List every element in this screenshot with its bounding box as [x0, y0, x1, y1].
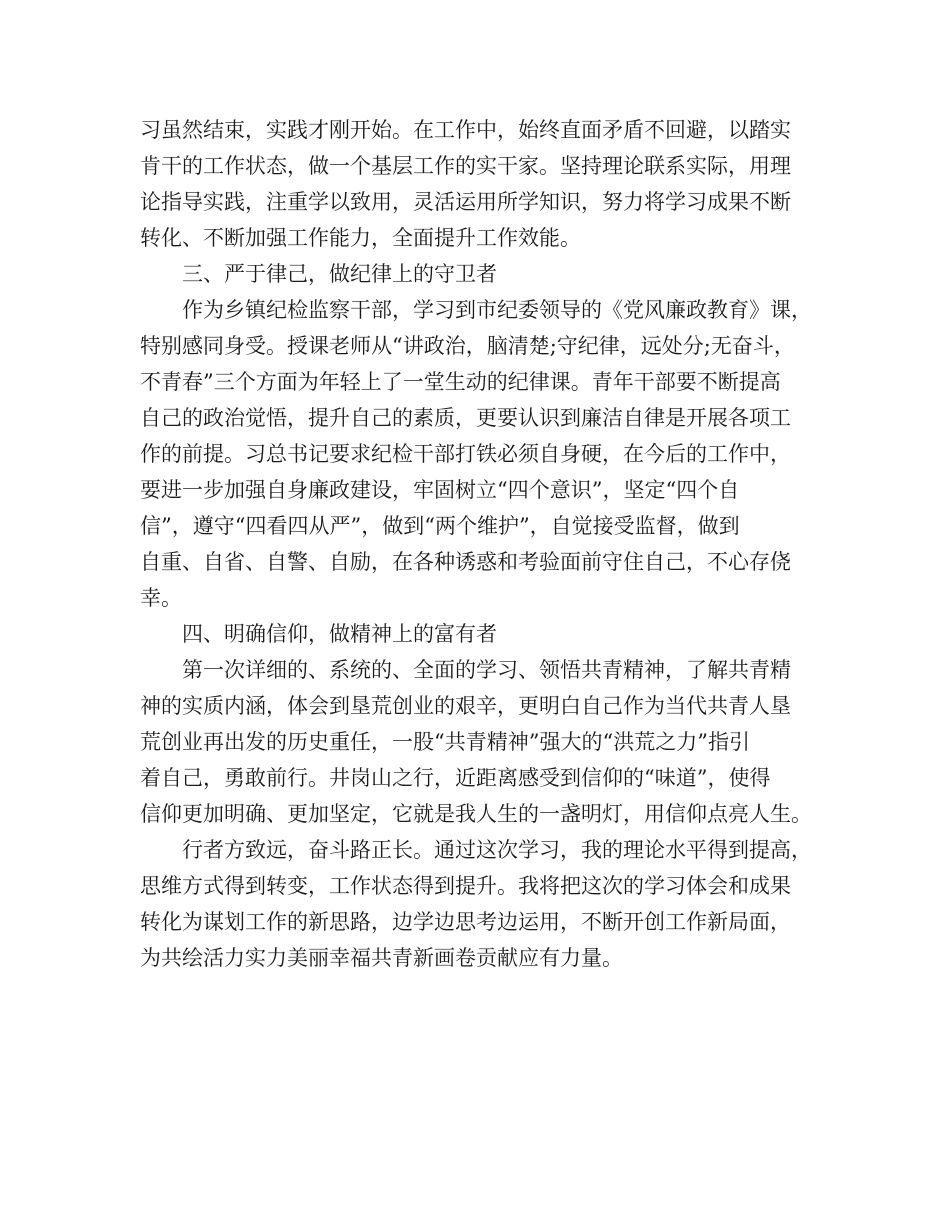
section-heading-discipline — [140, 256, 830, 292]
text-line: 转化为谋划工作的新思路，边学边思考边运用，不断开创工作新局面， — [140, 910, 791, 934]
paragraph-faith — [140, 652, 830, 832]
text-line: 特别感同身受。授课老师从“讲政治，脑清楚;守纪律，远处分;无奋斗， — [140, 334, 795, 358]
paragraph-discipline — [140, 292, 830, 616]
paragraph-practice-continuation — [140, 112, 830, 256]
text-line: 自己的政治觉悟，提升自己的素质，更要认识到廉洁自律是开展各项工 — [140, 406, 791, 430]
text-line: 论指导实践，注重学以致用，灵活运用所学知识，努力将学习成果不断 — [140, 190, 791, 214]
text-line: 作的前提。习总书记要求纪检干部打铁必须自身硬，在今后的工作中， — [140, 442, 791, 466]
text-line: 信仰更加明确、更加坚定，它就是我人生的一盏明灯，用信仰点亮人生。 — [140, 802, 812, 826]
text-line: 荒创业再出发的历史重任，一股“共青精神”强大的“洪荒之力”指引 — [140, 730, 750, 754]
text-line: 不青春”三个方面为年轻上了一堂生动的纪律课。青年干部要不断提高 — [140, 370, 781, 394]
text-line: 自重、自省、自警、自励，在各种诱惑和考验面前守住自己，不心存侥 — [140, 550, 791, 574]
text-line: 信”，遵守“四看四从严”，做到“两个维护”，自觉接受监督，做到 — [140, 514, 740, 538]
text-line: 为共绘活力实力美丽幸福共青新画卷贡献应有力量。 — [140, 946, 623, 970]
paragraph-conclusion — [140, 832, 830, 976]
document-body — [140, 112, 830, 976]
text-line: 神的实质内涵，体会到垦荒创业的艰辛，更明白自己作为当代共青人垦 — [140, 694, 791, 718]
text-line: 习虽然结束，实践才刚开始。在工作中，始终直面矛盾不回避，以踏实 — [140, 118, 791, 142]
text-line: 幸。 — [140, 586, 182, 610]
text-line: 行者方致远，奋斗路正长。通过这次学习，我的理论水平得到提高， — [182, 838, 812, 862]
section-heading: 三、严于律己，做纪律上的守卫者 — [182, 262, 497, 286]
section-heading-faith — [140, 616, 830, 652]
text-line: 第一次详细的、系统的、全面的学习、领悟共青精神，了解共青精 — [182, 658, 791, 682]
text-line: 肯干的工作状态，做一个基层工作的实干家。坚持理论联系实际，用理 — [140, 154, 791, 178]
text-line: 要进一步加强自身廉政建设，牢固树立“四个意识”，坚定“四个自 — [140, 478, 740, 502]
text-line: 着自己，勇敢前行。井岗山之行，近距离感受到信仰的“味道”，使得 — [140, 766, 771, 790]
text-line: 思维方式得到转变，工作状态得到提升。我将把这次的学习体会和成果 — [140, 874, 791, 898]
text-line: 作为乡镇纪检监察干部，学习到市纪委领导的《党风廉政教育》课， — [182, 298, 812, 322]
text-line: 转化、不断加强工作能力，全面提升工作效能。 — [140, 226, 581, 250]
section-heading: 四、明确信仰，做精神上的富有者 — [182, 622, 497, 646]
